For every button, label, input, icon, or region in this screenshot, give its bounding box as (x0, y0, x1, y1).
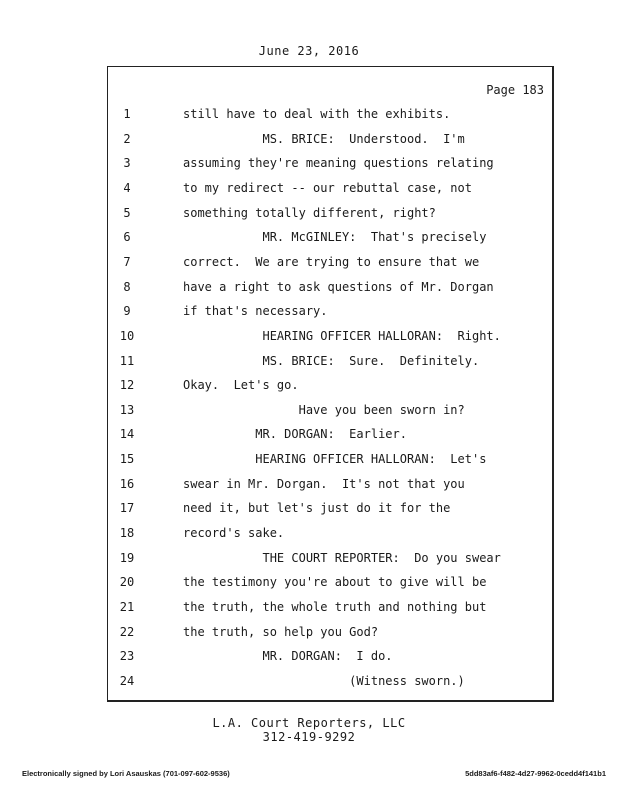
transcript-line (108, 352, 553, 370)
transcript-line (108, 154, 553, 172)
line-text: MS. BRICE: Understood. I'm (183, 131, 465, 146)
line-text: assuming they're meaning questions relating (183, 156, 494, 171)
line-text: MR. McGINLEY: That's precisely (183, 230, 487, 245)
line-text: (Witness sworn.) (183, 673, 465, 688)
line-text: have a right to ask questions of Mr. Dorgan (183, 279, 494, 294)
line-number: 15 (119, 452, 135, 467)
transcript-line (108, 475, 553, 493)
line-text: the truth, so help you God? (183, 624, 379, 639)
line-number: 6 (123, 230, 131, 245)
line-number: 11 (119, 353, 135, 368)
line-text: MR. DORGAN: Earlier. (183, 427, 407, 442)
transcript-line (108, 204, 553, 222)
line-number: 1 (123, 107, 131, 121)
line-number: 2 (123, 131, 131, 146)
electronic-signature-note: Electronically signed by Lori Asauskas (701-097-602-9536) (22, 769, 230, 778)
line-number: 18 (119, 526, 135, 541)
transcript-line (108, 425, 553, 443)
line-number: 9 (123, 304, 131, 319)
line-number: 23 (119, 649, 135, 664)
line-text: Have you been sworn in? (183, 402, 465, 417)
transcript-date: June 23, 2016 (258, 44, 360, 58)
line-text: still have to deal with the exhibits. (183, 107, 451, 121)
transcript-line (108, 401, 553, 419)
line-text: the testimony you're about to give will be (183, 575, 487, 590)
transcript-line (108, 499, 553, 517)
line-number: 21 (119, 600, 135, 614)
line-number: 8 (123, 279, 131, 294)
line-text: swear in Mr. Dorgan. It's not that you (183, 476, 465, 491)
transcript-line (108, 549, 553, 567)
line-number: 10 (119, 328, 135, 343)
transcript-line (108, 672, 553, 690)
transcript-line (108, 524, 553, 542)
line-text: MS. BRICE: Sure. Definitely. (183, 353, 480, 368)
line-number: 5 (123, 205, 131, 220)
line-text: HEARING OFFICER HALLORAN: Let's (183, 452, 487, 467)
line-text: the truth, the whole truth and nothing but (183, 600, 487, 614)
line-number: 13 (119, 402, 135, 417)
line-text: record's sake. (183, 526, 285, 541)
line-number: 17 (119, 501, 135, 516)
line-number: 12 (119, 378, 135, 393)
transcript-line (108, 598, 553, 616)
transcript-line (108, 376, 553, 394)
transcript-line (108, 130, 553, 148)
line-number: 19 (119, 550, 135, 565)
transcript-line (108, 105, 553, 123)
transcript-line (108, 647, 553, 665)
line-text: MR. DORGAN: I do. (183, 649, 393, 664)
transcript-line (108, 179, 553, 197)
line-text: correct. We are trying to ensure that we (183, 254, 480, 269)
transcript-line (108, 228, 553, 246)
transcript-page (107, 66, 554, 702)
line-number: 3 (123, 156, 131, 171)
line-text: to my redirect -- our rebuttal case, not (183, 180, 472, 195)
line-number: 16 (119, 476, 135, 491)
line-text: if that's necessary. (183, 304, 328, 319)
line-number: 20 (119, 575, 135, 590)
line-text: THE COURT REPORTER: Do you swear (183, 550, 501, 565)
line-text: need it, but let's just do it for the (183, 501, 451, 516)
line-text: something totally different, right? (183, 205, 436, 220)
transcript-line (108, 327, 553, 345)
page-number: Page 183 (486, 83, 544, 97)
line-text: Okay. Let's go. (183, 378, 299, 393)
transcript-line (108, 450, 553, 468)
transcript-line (108, 278, 553, 296)
court-reporter-phone: 312-419-9292 (262, 730, 356, 744)
line-number: 24 (119, 673, 135, 688)
court-reporter-company: L.A. Court Reporters, LLC (212, 716, 406, 730)
line-number: 14 (119, 427, 135, 442)
transcript-line (108, 253, 553, 271)
document-id: 5dd83af6-f482-4d27-9962-0cedd4f141b1 (465, 769, 606, 778)
line-number: 4 (123, 180, 131, 195)
line-text: HEARING OFFICER HALLORAN: Right. (183, 328, 501, 343)
transcript-line (108, 302, 553, 320)
transcript-line (108, 623, 553, 641)
transcript-line (108, 573, 553, 591)
line-number: 22 (119, 624, 135, 639)
line-number: 7 (123, 254, 131, 269)
